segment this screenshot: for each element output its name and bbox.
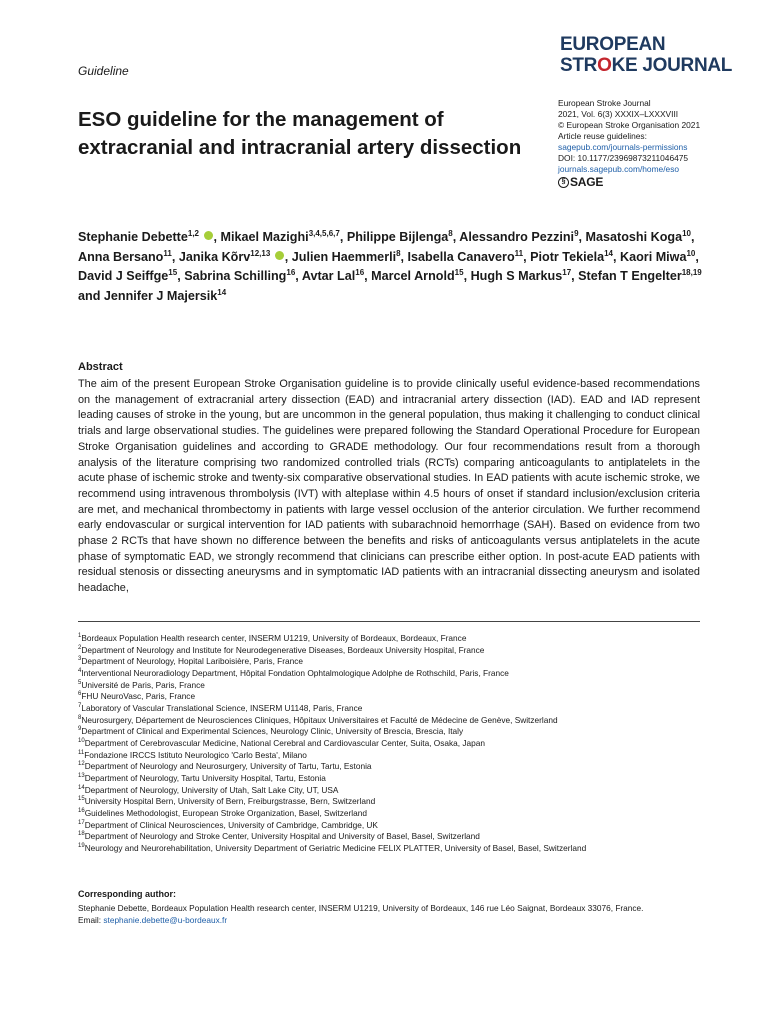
corresponding-address: Stephanie Debette, Bordeaux Population Health research center, INSERM U1219, University of Bordeaux, 146 rue Léo Saignat, Bordeaux 33076, France. xyxy=(78,903,644,913)
logo-part-o: O xyxy=(597,55,612,76)
abstract-text: The aim of the present European Stroke Organisation guideline is to provide clinically useful evidence-based recommendations on the management of extracranial artery dissection (EAD) and intracranial artery dissection (IAD). EAD and IAD represent leading causes of stroke in the young, but are uncommon in the general population, thus making it challenging to conduct clinical trials and large observational studies. The guidelines were prepared following the Standard Operational Procedure for European Stroke Organisation guidelines and according to GRADE methodology. Our four recommendations result from a thorough analysis of the literature comprising two randomized controlled trials (RCTs) comparing anticoagulants to antiplatelets in the acute phase of ischemic stroke and twenty-six comparative observational studies. In EAD patients with acute ischemic stroke, we recommend using intravenous thrombolysis (IVT) with alteplase within 4.5 hours of onset if standard inclusion/exclusion criteria are met, and mechanical thrombectomy in patients with large vessel occlusion of the anterior circulation. We further recommend early endovascular or surgical intervention for IAD patients with subarachnoid hemorrhage (SAH). Based on evidence from two phase 2 RCTs that have shown no difference between the benefits and risks of anticoagulants versus antiplatelets in the acute phase of symptomatic EAD, we strongly recommend that clinicians can prescribe either option. In post-acute EAD patients with residual stenosis or dissecting aneurysms and in symptomatic IAD patients with an intracranial dissecting aneurysm and isolated headache, xyxy=(78,378,700,595)
affiliation-number: 9 xyxy=(78,726,82,733)
author xyxy=(371,269,463,283)
author-affiliation-sup: 10 xyxy=(682,228,691,238)
author-separator: , xyxy=(364,269,372,283)
author xyxy=(408,250,524,264)
affiliation-item xyxy=(78,785,708,797)
author xyxy=(578,269,702,283)
affiliation-text: University Hospital Bern, University of Bern, Freiburgstrasse, Bern, Switzerland xyxy=(84,796,376,807)
affiliation-text: Department of Neurology, Hopital Lariboisière, Paris, France xyxy=(81,656,304,667)
affiliation-text: FHU NeuroVasc, Paris, France xyxy=(81,691,196,702)
author-name: Piotr Tekiela xyxy=(530,249,605,264)
affiliation-item xyxy=(78,645,708,657)
journal-logo-line1: EUROPEAN xyxy=(560,34,666,55)
author-conjunction: and xyxy=(78,288,104,303)
affiliation-number: 5 xyxy=(78,679,82,686)
author xyxy=(221,230,340,244)
meta-copyright: © European Stroke Organisation 2021 xyxy=(558,120,701,130)
author-separator: , xyxy=(691,230,695,244)
section-label: Guideline xyxy=(78,64,129,78)
author xyxy=(292,250,401,264)
author-name: Anna Bersano xyxy=(78,249,164,264)
affiliation-number: 10 xyxy=(78,738,85,745)
author-affiliation-sup: 8 xyxy=(396,248,401,258)
meta-doi: DOI: 10.1177/23969873211046475 xyxy=(558,153,689,163)
affiliation-text: Neurology and Neurorehabilitation, University Department of Geriatric Medicine FELIX PLATTER, University of Basel, Basel, Switzerland xyxy=(84,842,587,853)
author-affiliation-sup: 8 xyxy=(448,228,453,238)
affiliation-number: 13 xyxy=(78,773,85,780)
affiliation-number: 18 xyxy=(78,831,85,838)
author-list xyxy=(78,228,708,306)
author-affiliation-sup: 1,2 xyxy=(187,228,199,238)
orcid-icon[interactable] xyxy=(275,251,284,260)
author-name: Jennifer J Majersik xyxy=(103,288,218,303)
journal-logo-line2 xyxy=(560,55,732,76)
journal-meta xyxy=(558,98,700,175)
author-name: Stefan T Engelter xyxy=(578,269,682,283)
affiliation-item xyxy=(78,633,708,645)
author-affiliation-sup: 3,4,5,6,7 xyxy=(308,228,340,238)
author xyxy=(530,250,613,264)
author-name: David J Seiffge xyxy=(78,269,169,283)
affiliation-text: Department of Neurology, Tartu University Hospital, Tartu, Estonia xyxy=(84,772,326,783)
affiliation-item xyxy=(78,738,708,750)
affiliation-number: 16 xyxy=(78,808,85,815)
email-label: Email: xyxy=(78,914,102,925)
author-affiliation-sup: 17 xyxy=(562,267,572,277)
email-link[interactable]: stephanie.debette@u-bordeaux.fr xyxy=(103,914,228,925)
author-name: Sabrina Schilling xyxy=(184,269,287,283)
author-name: Avtar Lal xyxy=(301,269,356,283)
meta-volume: 2021, Vol. 6(3) XXXIX–LXXXVIII xyxy=(558,109,679,119)
affiliation-item xyxy=(78,820,708,832)
author-affiliation-sup: 11 xyxy=(163,248,172,258)
author xyxy=(471,269,572,283)
affiliation-item xyxy=(78,761,708,773)
affiliation-number: 6 xyxy=(78,691,82,698)
affiliation-number: 14 xyxy=(78,784,85,791)
affiliation-number: 7 xyxy=(78,703,82,710)
author-separator: , xyxy=(452,230,460,244)
affiliation-text: Bordeaux Population Health research center, INSERM U1219, University of Bordeaux, Bordeaux, France xyxy=(81,633,467,643)
affiliation-text: Department of Clinical Neurosciences, University of Cambridge, Cambridge, UK xyxy=(84,819,378,830)
permissions-link[interactable]: sagepub.com/journals-permissions xyxy=(558,142,688,152)
author xyxy=(104,289,226,303)
affiliation-text: Guidelines Methodologist, European Stroke Organization, Basel, Switzerland xyxy=(84,807,367,818)
author xyxy=(586,230,691,244)
affiliation-number: 11 xyxy=(78,749,85,756)
affiliation-item xyxy=(78,691,708,703)
author xyxy=(620,250,695,264)
author-name: Stephanie Debette xyxy=(78,230,188,244)
orcid-icon[interactable] xyxy=(204,231,213,240)
author xyxy=(302,269,364,283)
publisher-logo xyxy=(558,175,603,189)
author-affiliation-sup: 9 xyxy=(574,228,579,238)
affiliation-number: 19 xyxy=(78,843,85,850)
affiliation-text: Department of Clinical and Experimental Sciences, Neurology Clinic, University of Brescia, Brescia, Italy xyxy=(81,726,464,737)
author-affiliation-sup: 10 xyxy=(686,248,696,258)
author-separator: , xyxy=(400,249,408,264)
author-name: Julien Haemmerli xyxy=(291,249,397,264)
footnote-divider xyxy=(78,621,700,622)
author-separator: , xyxy=(284,249,292,264)
author-separator: , xyxy=(177,269,185,283)
affiliation-text: Interventional Neuroradiology Department, Hôpital Fondation Ophtalmologique Adolphe de Rothschild, Paris, France xyxy=(81,667,509,678)
affiliation-number: 4 xyxy=(78,668,82,675)
journal-logo xyxy=(560,34,732,76)
affiliation-text: Department of Neurology and Stroke Center, University Hospital and University of Basel, Basel, Switzerland xyxy=(84,831,480,842)
affiliation-item xyxy=(78,726,708,738)
author xyxy=(179,250,285,264)
affiliation-text: Laboratory of Vascular Translational Science, INSERM U1148, Paris, France xyxy=(81,702,363,713)
author-separator: , xyxy=(339,230,347,244)
affiliation-item xyxy=(78,750,708,762)
affiliation-text: Department of Cerebrovascular Medicine, National Cerebral and Cardiovascular Center, Suita, Osaka, Japan xyxy=(84,737,485,748)
author-separator: , xyxy=(171,249,179,264)
affiliation-number: 17 xyxy=(78,819,85,826)
author-affiliation-sup: 16 xyxy=(286,267,296,277)
author-separator: , xyxy=(463,269,471,283)
author xyxy=(78,250,172,264)
author-affiliation-sup: 14 xyxy=(217,287,227,297)
publisher-name: SAGE xyxy=(570,175,604,189)
author-affiliation-sup: 14 xyxy=(604,248,613,258)
affiliation-item xyxy=(78,796,708,808)
author-separator: , xyxy=(613,249,620,264)
affiliation-text: Department of Neurology and Institute for Neurodegenerative Diseases, Bordeaux University Hospital, France xyxy=(81,644,485,655)
author-name: Janika Kõrv xyxy=(178,249,251,264)
author-affiliation-sup: 15 xyxy=(168,267,178,277)
affiliation-item xyxy=(78,715,708,727)
affiliation-number: 15 xyxy=(78,796,85,803)
abstract-heading: Abstract xyxy=(78,361,123,373)
article-title: ESO guideline for the management of extracranial and intracranial artery dissection xyxy=(78,108,522,159)
author-affiliation-sup: 15 xyxy=(454,267,464,277)
author xyxy=(78,230,214,244)
author-separator: , xyxy=(571,269,579,283)
author xyxy=(347,230,453,244)
affiliation-item xyxy=(78,668,708,680)
affiliation-item xyxy=(78,703,708,715)
corresponding-heading: Corresponding author: xyxy=(78,889,176,899)
author-name: Hugh S Markus xyxy=(470,269,563,283)
author-name: Alessandro Pezzini xyxy=(459,230,575,244)
affiliation-text: Department of Neurology, University of Utah, Salt Lake City, UT, USA xyxy=(84,784,339,795)
meta-reuse: Article reuse guidelines: xyxy=(558,131,647,141)
author-separator: , xyxy=(295,269,302,283)
author-name: Kaori Miwa xyxy=(620,249,687,264)
author xyxy=(78,269,177,283)
author xyxy=(459,230,578,244)
affiliation-text: Neurosurgery, Département de Neurosciences Cliniques, Hôpitaux Universitaires et Faculté de Médecine de Genève, Switzerland xyxy=(81,714,558,725)
affiliation-item xyxy=(78,843,708,855)
author-name: Masatoshi Koga xyxy=(585,230,683,244)
author-affiliation-sup: 12,13 xyxy=(250,248,271,258)
affiliation-item xyxy=(78,831,708,843)
author-name: Marcel Arnold xyxy=(371,269,455,283)
affiliation-text: Fondazione IRCCS Istituto Neurologico 'Carlo Besta', Milano xyxy=(84,749,307,760)
author-affiliation-sup: 18,19 xyxy=(681,267,702,277)
affiliation-number: 2 xyxy=(78,644,82,651)
journal-home-link[interactable]: journals.sagepub.com/home/eso xyxy=(558,164,680,174)
logo-part-a: STR xyxy=(560,55,598,76)
author-separator: , xyxy=(213,230,221,244)
author-name: Philippe Bijlenga xyxy=(346,230,449,244)
author xyxy=(184,269,295,283)
author-name: Isabella Canavero xyxy=(407,249,515,264)
sage-icon: § xyxy=(558,177,569,188)
author-affiliation-sup: 11 xyxy=(514,248,524,258)
affiliation-number: 1 xyxy=(78,633,82,640)
corresponding-block xyxy=(78,903,708,926)
author-separator: , xyxy=(695,249,699,264)
author-affiliation-sup: 16 xyxy=(355,267,365,277)
author-separator: , xyxy=(523,249,531,264)
affiliation-item xyxy=(78,656,708,668)
affiliation-number: 3 xyxy=(78,656,82,663)
affiliation-item xyxy=(78,808,708,820)
logo-part-b: KE JOURNAL xyxy=(611,55,733,76)
corresponding-email-line xyxy=(78,915,708,927)
author-separator: , xyxy=(578,230,586,244)
affiliation-list xyxy=(78,633,708,854)
affiliation-text: Université de Paris, Paris, France xyxy=(81,679,205,690)
affiliation-item xyxy=(78,680,708,692)
meta-journal-name: European Stroke Journal xyxy=(558,98,651,108)
affiliation-text: Department of Neurology and Neurosurgery, University of Tartu, Tartu, Estonia xyxy=(84,761,372,772)
affiliation-number: 12 xyxy=(78,761,85,768)
author-name: Mikael Mazighi xyxy=(220,230,309,244)
affiliation-number: 8 xyxy=(78,714,82,721)
affiliation-item xyxy=(78,773,708,785)
